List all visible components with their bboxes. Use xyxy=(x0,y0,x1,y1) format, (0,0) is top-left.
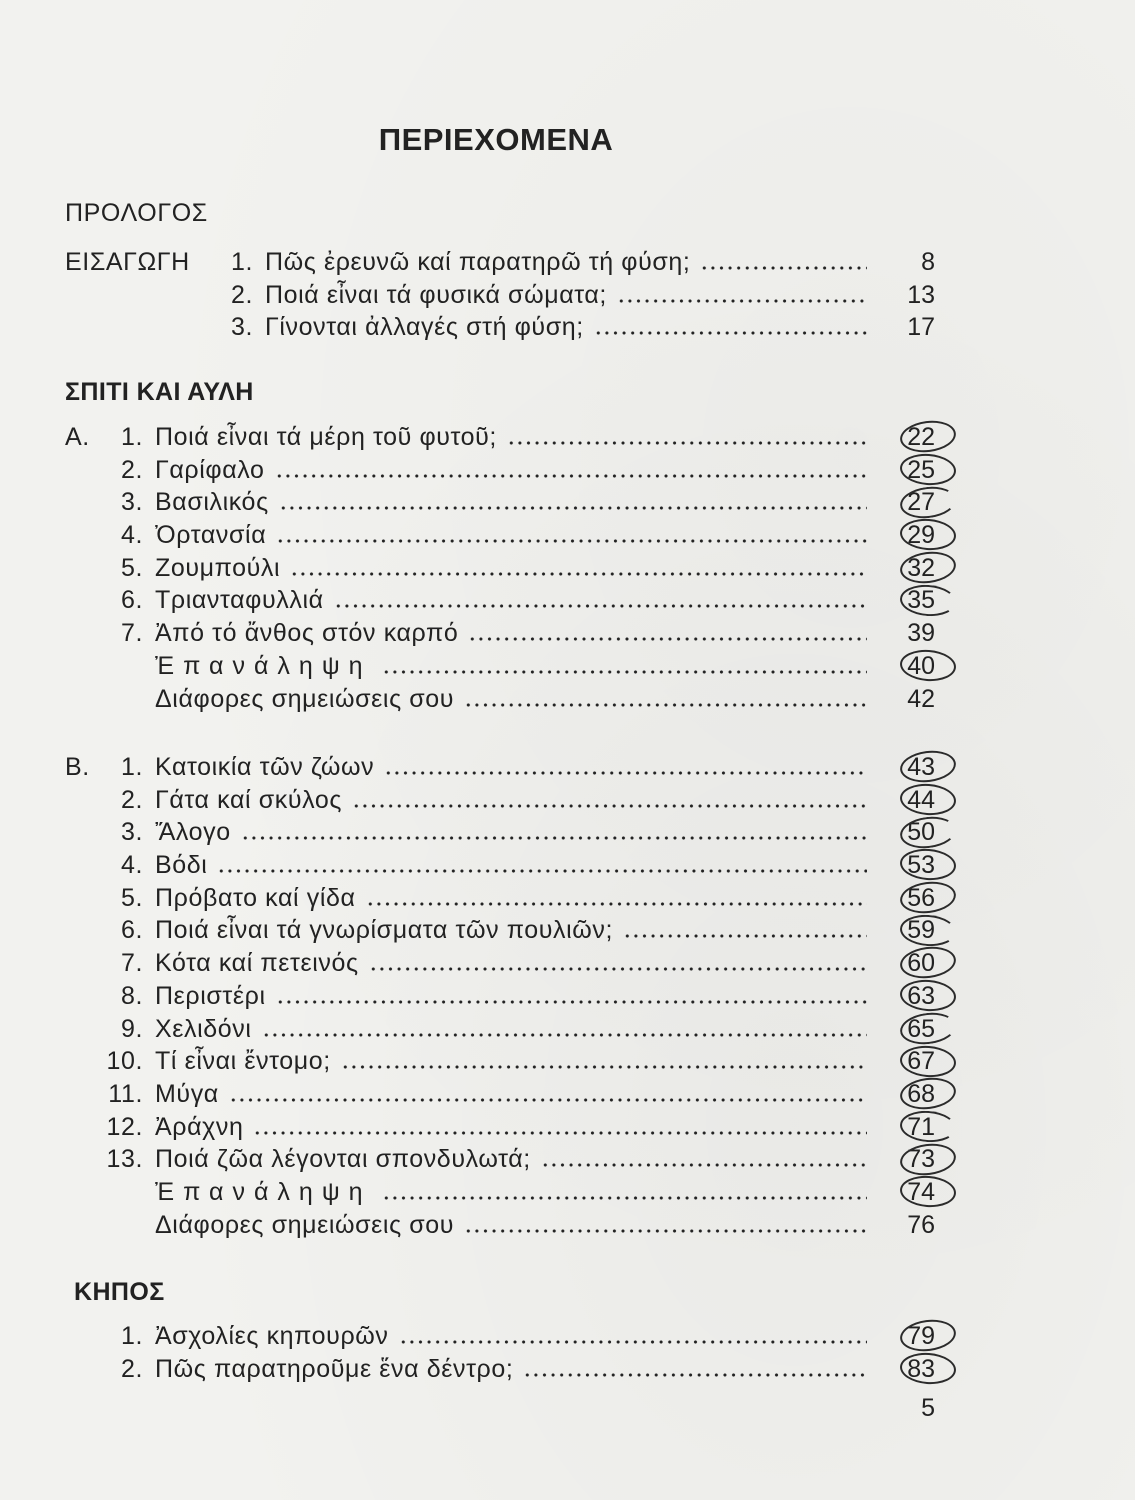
entry-title: Γίνονται ἀλλαγές στή φύση; xyxy=(265,313,584,342)
page-number: 17 xyxy=(907,313,935,342)
entry-number: 8. xyxy=(120,981,143,1010)
leader-dots xyxy=(623,934,867,938)
entry-title: Κότα καί πετεινός xyxy=(155,949,359,978)
page-number: 32 xyxy=(907,553,935,582)
toc-entry xyxy=(65,454,935,487)
toc-entry xyxy=(65,1143,935,1176)
entry-number: 3. xyxy=(230,313,253,342)
section-label: ΕΙΣΑΓΩΓΗ xyxy=(65,248,190,276)
entry-title: Ἀπό τό ἄνθος στόν καρπό xyxy=(155,619,459,648)
section-heading: ΣΠΙΤΙ ΚΑΙ ΑΥΛΗ xyxy=(65,378,254,406)
entry-number: 9. xyxy=(120,1014,143,1043)
page-number-cell xyxy=(875,1045,935,1078)
page-number-cell xyxy=(875,552,935,585)
page-number-cell xyxy=(875,784,935,817)
toc-entry xyxy=(65,980,935,1013)
page-number-cell xyxy=(875,584,935,617)
toc-entry xyxy=(65,1078,935,1111)
part-letter: Α. xyxy=(65,423,90,451)
entry-number: 5. xyxy=(120,553,143,582)
toc-entry xyxy=(65,1209,935,1242)
page-number: 76 xyxy=(907,1210,935,1239)
toc-entry xyxy=(65,784,935,817)
page-number-cell xyxy=(875,650,935,683)
leader-dots xyxy=(229,1098,867,1102)
entry-number: 3. xyxy=(120,818,143,847)
page-number: 43 xyxy=(907,753,935,781)
entry-title: Ποιά ζῶα λέγονται σπονδυλωτά; xyxy=(155,1145,531,1174)
toc-group-introduction xyxy=(65,246,935,344)
page-number-cell xyxy=(875,849,935,882)
leader-dots xyxy=(399,1340,868,1344)
toc-entry xyxy=(65,552,935,585)
leader-dots xyxy=(384,771,867,775)
toc-entry xyxy=(65,816,935,849)
leader-dots xyxy=(366,902,867,906)
entry-title: Ἐπανάληψη xyxy=(155,651,372,680)
entry-title: Περιστέρι xyxy=(155,981,266,1010)
toc-entry xyxy=(65,1013,935,1046)
entry-number: 6. xyxy=(120,916,143,945)
page-number: 39 xyxy=(907,619,935,648)
entry-title: Γαρίφαλο xyxy=(155,455,265,484)
entry-number: 3. xyxy=(120,488,143,517)
toc-entry xyxy=(65,751,935,784)
page-number-cell xyxy=(875,980,935,1013)
page-number: 53 xyxy=(907,851,935,880)
page-number: 44 xyxy=(907,785,935,814)
leader-dots xyxy=(262,1033,867,1037)
page-number: 27 xyxy=(907,488,935,517)
toc-entry xyxy=(65,311,935,344)
leader-dots xyxy=(276,539,867,543)
leader-dots xyxy=(341,1065,867,1069)
toc-entry xyxy=(65,882,935,915)
prologue-label: ΠΡΟΛΟΓΟΣ xyxy=(65,199,208,227)
page-number: 13 xyxy=(907,280,935,309)
entry-title: Ἐπανάληψη xyxy=(155,1177,372,1206)
page-number-cell xyxy=(875,421,935,454)
page-number-cell xyxy=(875,1143,935,1176)
toc-entry xyxy=(65,246,935,279)
leader-dots xyxy=(594,331,867,335)
page-number: 74 xyxy=(907,1177,935,1206)
toc-entry xyxy=(65,683,935,716)
toc-entry xyxy=(65,1111,935,1144)
leader-dots xyxy=(276,1000,867,1004)
entry-number: 1. xyxy=(120,423,143,451)
page-number-cell xyxy=(875,1176,935,1209)
entry-number: 11. xyxy=(108,1079,143,1108)
leader-dots xyxy=(464,703,867,707)
entry-title: Ἀράχνη xyxy=(155,1112,244,1141)
entry-title: Πρόβατο καί γίδα xyxy=(155,883,356,912)
page-number: 73 xyxy=(907,1145,935,1174)
entry-title: Ἄλογο xyxy=(155,818,231,847)
page-number: 56 xyxy=(907,883,935,912)
leader-dots xyxy=(217,869,867,873)
entry-number: 13. xyxy=(106,1145,143,1174)
page-number-cell xyxy=(875,311,935,344)
entry-title: Διάφορες σημειώσεις σου xyxy=(155,1210,455,1239)
page-number-cell xyxy=(875,246,935,279)
leader-dots xyxy=(352,804,867,808)
page-number-cell xyxy=(875,617,935,650)
page-number-cell xyxy=(875,947,935,980)
entry-title: Μύγα xyxy=(155,1079,219,1108)
leader-dots xyxy=(382,1196,867,1200)
toc-entry xyxy=(65,650,935,683)
page-number: 40 xyxy=(907,651,935,680)
page-number: 67 xyxy=(907,1047,935,1076)
folio-page-number: 5 xyxy=(921,1394,935,1422)
entry-number: 7. xyxy=(120,949,143,978)
entry-number: 4. xyxy=(120,851,143,880)
entry-number: 2. xyxy=(120,455,143,484)
leader-dots xyxy=(617,299,867,303)
toc-entry xyxy=(65,617,935,650)
entry-number: 1. xyxy=(230,248,253,276)
toc-entry xyxy=(65,1045,935,1078)
toc-entry xyxy=(65,279,935,312)
entry-number: 2. xyxy=(230,280,253,309)
entry-title: Ποιά εἶναι τά μέρη τοῦ φυτοῦ; xyxy=(155,423,497,451)
page-number: 59 xyxy=(907,916,935,945)
entry-title: Πῶς παρατηροῦμε ἕνα δέντρο; xyxy=(155,1354,514,1383)
page-number: 79 xyxy=(907,1322,935,1350)
page-number-cell xyxy=(875,914,935,947)
page-number: 65 xyxy=(907,1014,935,1043)
entry-title: Ἀσχολίες κηπουρῶν xyxy=(155,1322,389,1350)
page-number: 35 xyxy=(907,586,935,615)
entry-title: Διάφορες σημειώσεις σου xyxy=(155,684,455,713)
entry-number: 1. xyxy=(120,753,143,781)
page-number-cell xyxy=(875,486,935,519)
page-number: 8 xyxy=(921,248,935,276)
entry-number: 2. xyxy=(120,785,143,814)
page-number: 42 xyxy=(907,684,935,713)
leader-dots xyxy=(253,1131,867,1135)
entry-title: Βασιλικός xyxy=(155,488,269,517)
page-number-cell xyxy=(875,1353,935,1386)
page-number: 22 xyxy=(907,423,935,451)
entry-title: Ὀρτανσία xyxy=(155,521,267,550)
page-number: 50 xyxy=(907,818,935,847)
leader-dots xyxy=(468,637,867,641)
leader-dots xyxy=(241,836,867,840)
toc-entry xyxy=(65,849,935,882)
leader-dots xyxy=(279,506,867,510)
page-number-cell xyxy=(875,1013,935,1046)
page-number-cell xyxy=(875,1209,935,1242)
leader-dots xyxy=(507,441,867,445)
page-number-cell xyxy=(875,1111,935,1144)
toc-entry xyxy=(65,519,935,552)
entry-title: Γάτα καί σκύλος xyxy=(155,785,342,814)
entry-number: 12. xyxy=(106,1112,143,1141)
page-number-cell xyxy=(875,816,935,849)
toc-entry xyxy=(65,584,935,617)
page-number-cell xyxy=(875,454,935,487)
leader-dots xyxy=(523,1373,867,1377)
page-number: 83 xyxy=(907,1354,935,1383)
page-number-cell xyxy=(875,751,935,784)
toc-entry xyxy=(65,1353,935,1386)
entry-title: Βόδι xyxy=(155,851,208,880)
leader-dots xyxy=(541,1163,867,1167)
part-letter: Β. xyxy=(65,753,90,781)
toc-entry xyxy=(65,1320,935,1353)
page-number-cell xyxy=(875,1320,935,1353)
page-number: 63 xyxy=(907,981,935,1010)
toc-entry xyxy=(65,914,935,947)
leader-dots xyxy=(290,572,867,576)
page-number: 71 xyxy=(907,1112,935,1141)
toc-entry xyxy=(65,486,935,519)
toc-group-part-a xyxy=(65,421,935,715)
leader-dots xyxy=(700,266,867,270)
entry-title: Ποιά εἶναι τά γνωρίσματα τῶν πουλιῶν; xyxy=(155,916,614,945)
entry-number: 6. xyxy=(120,586,143,615)
page-number-cell xyxy=(875,519,935,552)
entry-title: Ποιά εἶναι τά φυσικά σώματα; xyxy=(265,280,607,309)
toc-group-part-b xyxy=(65,751,935,1241)
toc-group-garden xyxy=(65,1320,935,1385)
entry-number: 2. xyxy=(120,1354,143,1383)
page-number: 68 xyxy=(907,1079,935,1108)
page-number-cell xyxy=(875,683,935,716)
leader-dots xyxy=(369,967,867,971)
leader-dots xyxy=(464,1229,867,1233)
toc-entry xyxy=(65,947,935,980)
page-number-cell xyxy=(875,882,935,915)
entry-number: 4. xyxy=(120,521,143,550)
entry-title: Πῶς ἐρευνῶ καί παρατηρῶ τή φύση; xyxy=(265,248,691,276)
toc-entry xyxy=(65,1176,935,1209)
leader-dots xyxy=(382,670,867,674)
leader-dots xyxy=(275,474,868,478)
entry-number: 7. xyxy=(120,619,143,648)
section-heading: ΚΗΠΟΣ xyxy=(74,1278,165,1306)
entry-title: Ζουμπούλι xyxy=(155,553,281,582)
page-number-cell xyxy=(875,279,935,312)
page-number: 60 xyxy=(907,949,935,978)
page-number: 29 xyxy=(907,521,935,550)
entry-number: 10. xyxy=(106,1047,143,1076)
page-title: ΠΕΡΙΕΧΟΜΕΝΑ xyxy=(378,122,614,157)
entry-title: Τριανταφυλλιά xyxy=(155,586,324,615)
entry-number: 5. xyxy=(120,883,143,912)
entry-title: Τί εἶναι ἔντομο; xyxy=(155,1047,331,1076)
entry-title: Χελιδόνι xyxy=(155,1014,252,1043)
toc-entry xyxy=(65,421,935,454)
page-number: 25 xyxy=(907,455,935,484)
page-number-cell xyxy=(875,1078,935,1111)
entry-number: 1. xyxy=(120,1322,143,1350)
entry-title: Κατοικία τῶν ζώων xyxy=(155,753,375,781)
leader-dots xyxy=(334,604,867,608)
